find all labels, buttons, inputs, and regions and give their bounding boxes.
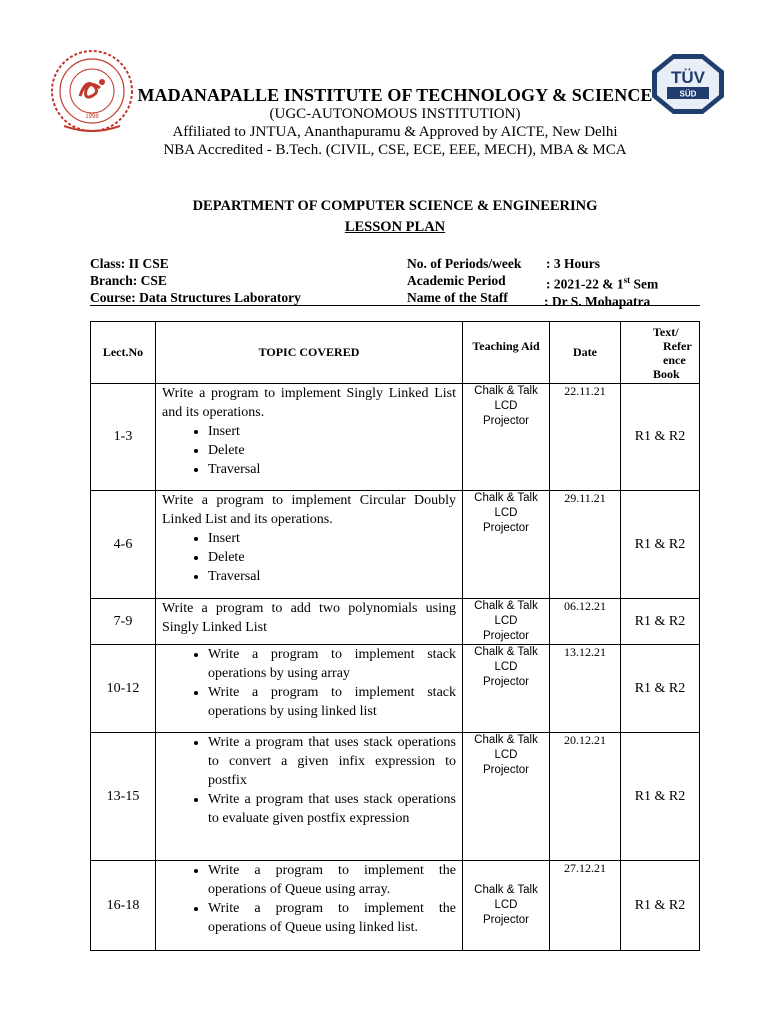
- periods-label: No. of Periods/week: [407, 256, 522, 271]
- teaching-aid: Chalk & Talk LCD Projector: [463, 599, 550, 645]
- topic-list: • Insert • Delete • Traversal: [162, 422, 456, 479]
- topic: [156, 861, 463, 951]
- academic-period-label: Academic Period: [407, 273, 506, 288]
- teaching-aid: Chalk & Talk LCD Projector: [463, 733, 550, 861]
- topic: Write a program to implement Singly Linked List and its operations. • Insert • Delete • Traversal: [156, 384, 463, 491]
- date: 22.11.21: [550, 384, 621, 491]
- reference: R1 & R2: [621, 861, 700, 951]
- teaching-aid: Chalk & Talk LCD Projector: [463, 861, 550, 951]
- lect-no: 10-12: [91, 645, 156, 733]
- course-label: Course: Data Structures Laboratory: [90, 290, 301, 305]
- institution-name: MADANAPALLE INSTITUTE OF TECHNOLOGY & SCIENCE: [137, 85, 653, 105]
- teaching-aid: Chalk & Talk LCD Projector: [463, 384, 550, 491]
- date: 27.12.21: [550, 861, 621, 951]
- reference: R1 & R2: [621, 733, 700, 861]
- header-teaching-aid: Teaching Aid: [463, 322, 550, 384]
- table-row: [91, 599, 700, 645]
- header-topic: TOPIC COVERED: [156, 322, 463, 384]
- reference: R1 & R2: [621, 384, 700, 491]
- topic: Write a program to add two polynomials using Singly Linked List: [156, 599, 463, 645]
- affiliation-line: Affiliated to JNTUA, Ananthapuramu & Approved by AICTE, New Delhi: [172, 124, 618, 140]
- svg-text:SÜD: SÜD: [679, 89, 697, 99]
- svg-text:1998: 1998: [85, 114, 99, 120]
- lesson-plan-heading: LESSON PLAN: [344, 219, 446, 235]
- branch-label: Branch: CSE: [90, 273, 167, 288]
- document-title: [0, 219, 768, 236]
- topic: [156, 733, 463, 861]
- svg-text:TÜV: TÜV: [671, 68, 705, 87]
- lect-no: 16-18: [91, 861, 156, 951]
- header-lect-no: Lect.No: [91, 322, 156, 384]
- lect-no: 4-6: [91, 491, 156, 599]
- date: 20.12.21: [550, 733, 621, 861]
- staff-label: Name of the Staff: [407, 290, 508, 305]
- reference: R1 & R2: [621, 491, 700, 599]
- reference: R1 & R2: [621, 599, 700, 645]
- institution-status: (UGC-AUTONOMOUS INSTITUTION): [269, 106, 521, 122]
- reference: R1 & R2: [621, 645, 700, 733]
- lesson-plan-table: [90, 321, 700, 951]
- schedule-labels: [407, 255, 521, 306]
- divider: [90, 305, 700, 306]
- staff-value: : Dr S. Mohapatra: [544, 293, 651, 309]
- table-row: [91, 491, 700, 599]
- header-reference-book: Text/ Refer ence Book: [621, 322, 700, 384]
- topic: [156, 645, 463, 733]
- course-info: [90, 255, 301, 306]
- date: 06.12.21: [550, 599, 621, 645]
- table-row: [91, 861, 700, 951]
- table-row: [91, 733, 700, 861]
- teaching-aid: Chalk & Talk LCD Projector: [463, 491, 550, 599]
- accreditation-line: NBA Accredited - B.Tech. (CIVIL, CSE, ECE, EEE, MECH), MBA & MCA: [163, 142, 627, 158]
- lect-no: 1-3: [91, 384, 156, 491]
- periods-value: : 3 Hours: [546, 256, 600, 271]
- topic-list: • Write a program to implement stack operations by using array • Write a program to implement stack operations by using linked list: [162, 645, 456, 721]
- department-title: DEPARTMENT OF COMPUTER SCIENCE & ENGINEERING: [192, 198, 598, 214]
- topic-list: • Write a program to implement the operations of Queue using array. • Write a program to implement the operations of Queue using linked list.: [162, 861, 456, 937]
- topic-list: • Write a program that uses stack operations to convert a given infix expression to postfix • Write a program that uses stack operations to evaluate given postfix expression: [162, 733, 456, 828]
- table-header-row: [91, 322, 700, 384]
- class-label: Class: II CSE: [90, 256, 169, 271]
- table-row: [91, 645, 700, 733]
- date: 13.12.21: [550, 645, 621, 733]
- header-date: Date: [550, 322, 621, 384]
- topic-list: • Insert • Delete • Traversal: [162, 529, 456, 586]
- lect-no: 7-9: [91, 599, 156, 645]
- topic: Write a program to implement Circular Doubly Linked List and its operations. • Insert • Delete • Traversal: [156, 491, 463, 599]
- schedule-values: [544, 255, 658, 310]
- teaching-aid: Chalk & Talk LCD Projector: [463, 645, 550, 733]
- date: 29.11.21: [550, 491, 621, 599]
- academic-period-value: : 2021-22 & 1st Sem: [546, 275, 659, 292]
- lect-no: 13-15: [91, 733, 156, 861]
- table-row: [91, 384, 700, 491]
